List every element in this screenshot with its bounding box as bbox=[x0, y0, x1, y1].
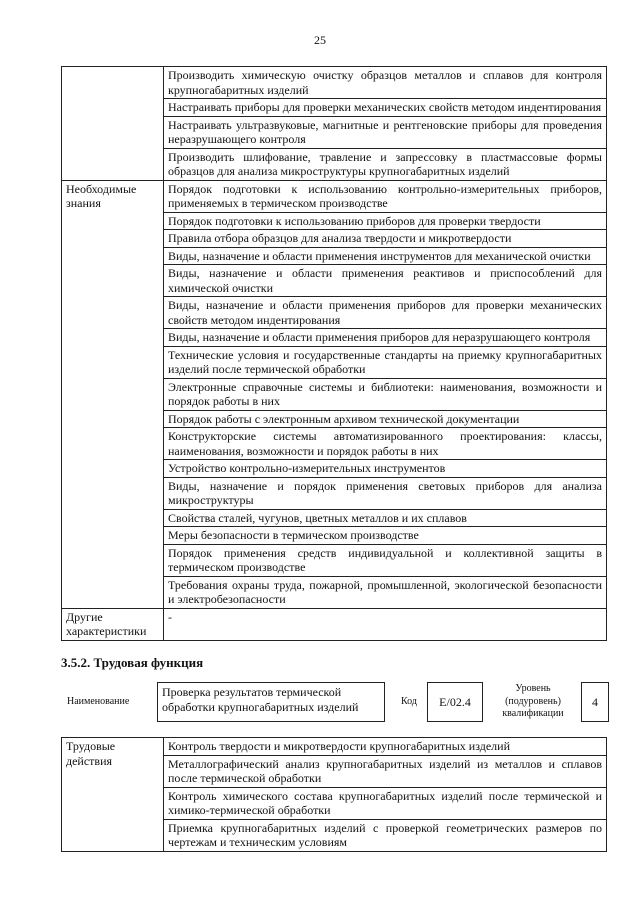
table-cell: Виды, назначение и области применения инструментов для механической очистки bbox=[164, 247, 607, 265]
row-label: Другие характеристики bbox=[62, 608, 164, 640]
table-row bbox=[62, 738, 607, 756]
table-cell: Виды, назначение и порядок применения световых приборов для анализа микроструктуры bbox=[164, 477, 607, 509]
table-row bbox=[62, 180, 607, 212]
name-value: Проверка результатов термической обработки крупногабаритных изделий bbox=[157, 682, 385, 722]
labor-actions-table bbox=[61, 737, 607, 852]
table-cell: Порядок работы с электронным архивом технической документации bbox=[164, 410, 607, 428]
row-label: Трудовые действия bbox=[62, 738, 164, 852]
row-label: Необходимые знания bbox=[62, 180, 164, 608]
table-cell: Технические условия и государственные стандарты на приемку крупногабаритных изделий после термической обработки bbox=[164, 346, 607, 378]
name-label: Наименование bbox=[67, 696, 130, 707]
section-heading: 3.5.2. Трудовая функция bbox=[61, 655, 204, 670]
table-cell: Виды, назначение и области применения реактивов и приспособлений для химической очистки bbox=[164, 265, 607, 297]
table-cell: Приемка крупногабаритных изделий с проверкой геометрических размеров по чертежам и техническим условиям bbox=[164, 819, 607, 851]
table-cell: Порядок подготовки к использованию контрольно-измерительных приборов, применяемых в термическом производстве bbox=[164, 180, 607, 212]
table-cell: Производить химическую очистку образцов металлов и сплавов для контроля крупногабаритных изделий bbox=[164, 67, 607, 99]
table-cell: Производить шлифование, травление и запрессовку в пластмассовые формы образцов для анализа микроструктуры крупногабаритных изделий bbox=[164, 148, 607, 180]
table-row bbox=[62, 608, 607, 640]
table-cell: Металлографический анализ крупногабаритных изделий из металлов и сплавов после термической обработки bbox=[164, 755, 607, 787]
table-cell: Контроль твердости и микротвердости крупногабаритных изделий bbox=[164, 738, 607, 756]
table-cell: Электронные справочные системы и библиотеки: наименования, возможности и порядок работы в них bbox=[164, 378, 607, 410]
level-value: 4 bbox=[581, 682, 609, 722]
table-cell: Виды, назначение и области применения приборов для проверки механических свойств методом индентирования bbox=[164, 297, 607, 329]
table-cell: Контроль химического состава крупногабаритных изделий после термической и химико-термической обработки bbox=[164, 787, 607, 819]
row-label bbox=[62, 67, 164, 181]
page-number: 25 bbox=[314, 33, 326, 47]
table-row bbox=[62, 67, 607, 99]
table-cell: Меры безопасности в термическом производстве bbox=[164, 527, 607, 545]
function-meta bbox=[61, 680, 607, 722]
table-cell: Конструкторские системы автоматизированного проектирования: классы, наименования, возможности и порядок работы в них bbox=[164, 428, 607, 460]
table-cell: Настраивать приборы для проверки механических свойств методом индентирования bbox=[164, 99, 607, 117]
table-cell: Правила отбора образцов для анализа твердости и микротвердости bbox=[164, 230, 607, 248]
table-cell: Устройство контрольно-измерительных инструментов bbox=[164, 460, 607, 478]
table-cell: Порядок подготовки к использованию приборов для проверки твердости bbox=[164, 212, 607, 230]
skills-knowledge-table bbox=[61, 66, 607, 641]
table-cell: Свойства сталей, чугунов, цветных металлов и их сплавов bbox=[164, 509, 607, 527]
table-cell: Настраивать ультразвуковые, магнитные и рентгеновские приборы для проведения неразрушающего контроля bbox=[164, 116, 607, 148]
code-label: Код bbox=[401, 696, 417, 707]
level-label: Уровень (подуровень) квалификации bbox=[502, 683, 564, 719]
table-cell: - bbox=[164, 608, 607, 640]
table-cell: Порядок применения средств индивидуальной и коллективной защиты в термическом производстве bbox=[164, 544, 607, 576]
code-value: E/02.4 bbox=[427, 682, 483, 722]
table-cell: Виды, назначение и области применения приборов для неразрушающего контроля bbox=[164, 329, 607, 347]
table-cell: Требования охраны труда, пожарной, промышленной, экологической безопасности и электробезопасности bbox=[164, 576, 607, 608]
